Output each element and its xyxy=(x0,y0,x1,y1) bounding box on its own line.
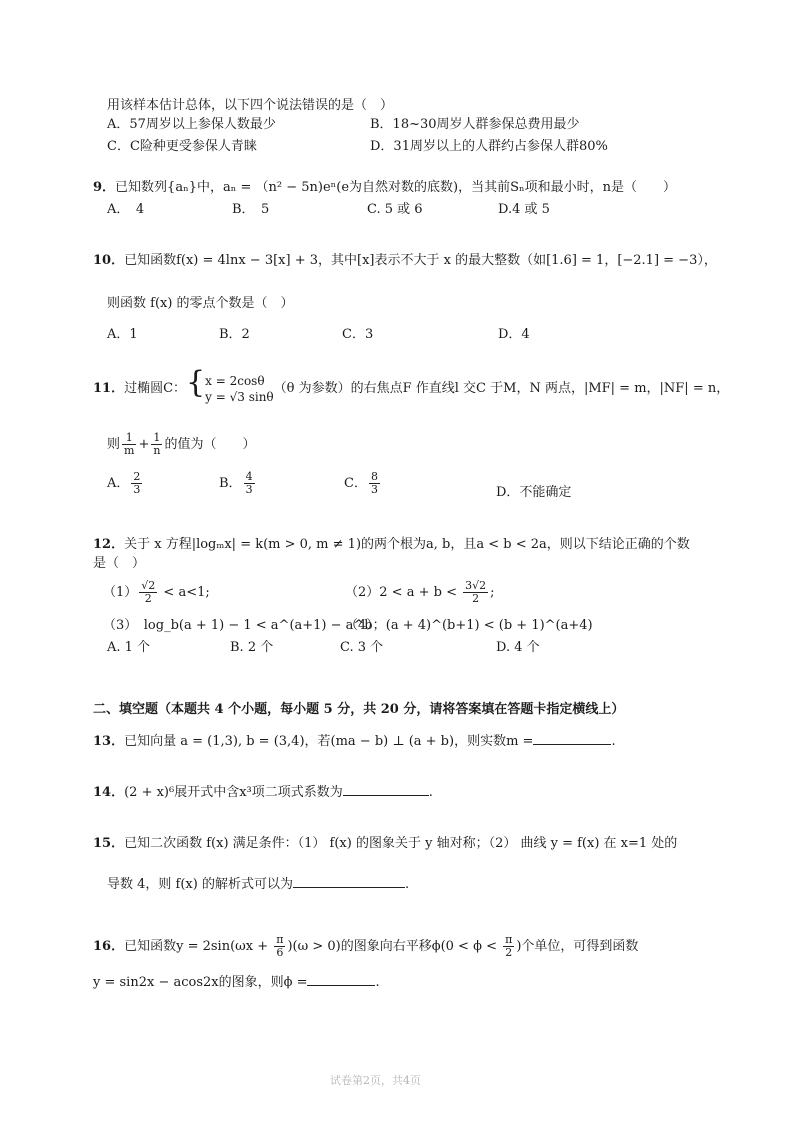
q10-option-c: C．3 xyxy=(342,327,374,342)
q10-option-a: A．1 xyxy=(107,327,138,342)
q10-option-b: B．2 xyxy=(219,327,250,342)
q12-condition-3: （3） log_b(a + 1) − 1 < a^(a+1) − a^b； xyxy=(103,618,386,633)
q9-text: 已知数列{aₙ}中，aₙ = （n² − 5n)eⁿ(e为自然对数的底数)，当其前Sₙ项和最小时，n是（ ） xyxy=(115,180,677,195)
q16-stem: 16．已知函数y = 2sin(ωx + $\frac{\pi}{6}$ )(ω > 0)的图象向右平移ϕ(0 < ϕ < $\frac{\pi}{2}$ )个单位，可得到函数 xyxy=(93,933,639,959)
left-brace-symbol: { xyxy=(186,365,206,400)
fraction: $\frac{2}{3}$ xyxy=(133,470,141,496)
q12-condition-2: （2）2 < a + b < $\frac{3√2}{2}$ ; xyxy=(345,579,495,605)
q9-stem xyxy=(93,176,676,195)
fraction-one-over-n: $\frac{1}{n}$ xyxy=(153,431,161,457)
q14-number: 14． xyxy=(93,785,125,800)
q8-stem: 用该样本估计总体，以下四个说法错误的是（ ） xyxy=(107,98,394,113)
q11-number: 11． xyxy=(93,381,125,396)
fraction: $\frac{3√2}{2}$ xyxy=(465,579,487,605)
answer-blank[interactable] xyxy=(533,732,611,745)
q13-text: 已知向量 a = (1,3), b = (3,4)，若(ma − b) ⊥ (a + b)，则实数m = xyxy=(124,734,534,749)
q10-text: 已知函数f(x) = 4lnx − 3[x] + 3，其中[x]表示不大于 x 的最大整数（如[1.6] = 1，[−2.1] = −3）， xyxy=(124,253,717,268)
answer-blank[interactable] xyxy=(307,973,375,986)
q11-eq-y: y = √3 sinθ xyxy=(205,389,274,404)
q11-option-c: C． $\frac{8}{3}$ xyxy=(344,470,378,496)
q9-option-a: A． 4 xyxy=(107,202,145,217)
q14-text: (2 + x)⁶展开式中含x³项二项式系数为 xyxy=(124,785,343,800)
q13-stem: 13．已知向量 a = (1,3), b = (3,4)，若(ma − b) ⊥ (a + b)，则实数m = . xyxy=(93,734,616,749)
q9-option-b: B． 5 xyxy=(232,202,270,217)
answer-blank[interactable] xyxy=(343,783,429,796)
page-footer: 试卷第2页，共4页 xyxy=(330,1074,421,1087)
q14-stem: 14．(2 + x)⁶展开式中含x³项二项式系数为 . xyxy=(93,785,433,800)
fraction: $\frac{\pi}{6}$ xyxy=(276,933,284,959)
fraction: $\frac{√2}{2}$ xyxy=(141,579,156,605)
q12-condition-1: （1） $\frac{√2}{2}$ < a<1; xyxy=(103,579,210,605)
section-heading: 二、填空题（本题共 4 个小题，每小题 5 分，共 20 分，请将答案填在答题卡指定横线上） xyxy=(93,702,625,717)
q16-number: 16． xyxy=(93,939,125,954)
q9-option-c: C. 5 或 6 xyxy=(367,202,423,217)
fraction: $\frac{4}{3}$ xyxy=(245,470,253,496)
q8-option-b: B．18~30周岁人群参保总费用最少 xyxy=(370,117,580,132)
q11-stem-line2: 则 $\frac{1}{m}$ + $\frac{1}{n}$ 的值为（ ） xyxy=(107,431,256,457)
q11-option-a: A． $\frac{2}{3}$ xyxy=(107,470,141,496)
fraction: $\frac{8}{3}$ xyxy=(370,470,378,496)
q10-stem-line2: 则函数 f(x) 的零点个数是（ ） xyxy=(107,296,294,311)
q12-condition-4: （4） (a + 4)^(b+1) < (b + 1)^(a+4) xyxy=(345,618,593,633)
q15-stem xyxy=(93,832,677,851)
fraction: $\frac{\pi}{2}$ xyxy=(505,933,513,959)
q11-parametric-system xyxy=(205,373,274,405)
q9-number: 9． xyxy=(93,180,116,195)
q11-stem xyxy=(93,365,730,405)
q11-eq-x: x = 2cosθ xyxy=(205,373,265,388)
q11-option-b: B． $\frac{4}{3}$ xyxy=(219,470,253,496)
q15-stem-line2: 导数 4，则 f(x) 的解析式可以为 . xyxy=(107,877,410,892)
q12-option-c: C. 3 个 xyxy=(340,640,384,655)
q11-post: （θ 为参数）的右焦点F 作直线l 交C 于M，N 两点，|MF| = m，|NF| = n， xyxy=(273,381,730,396)
q8-option-c: C．C险种更受参保人青睐 xyxy=(107,139,257,154)
q10-option-d: D．4 xyxy=(498,327,530,342)
q11-option-d: D．不能确定 xyxy=(496,485,572,500)
q12-option-a: A. 1 个 xyxy=(107,640,151,655)
q8-option-a: A．57周岁以上参保人数最少 xyxy=(107,117,276,132)
q10-number: 10． xyxy=(93,253,125,268)
q10-stem xyxy=(93,249,717,268)
q15-text: 已知二次函数 f(x) 满足条件：（1） f(x) 的图象关于 y 轴对称；（2） 曲线 y = f(x) 在 x=1 处的 xyxy=(124,836,678,851)
fraction-one-over-m: $\frac{1}{m}$ xyxy=(124,431,135,457)
q11-line2-post: 的值为（ ） xyxy=(164,437,256,452)
q11-line2-pre: 则 xyxy=(107,437,121,452)
q12-option-b: B. 2 个 xyxy=(230,640,274,655)
q9-option-d: D.4 或 5 xyxy=(498,202,550,217)
q13-number: 13． xyxy=(93,734,125,749)
answer-blank[interactable] xyxy=(293,875,405,888)
q15-number: 15． xyxy=(93,836,125,851)
q12-stem xyxy=(93,533,690,552)
q11-pre: 过椭圆C： xyxy=(124,381,187,396)
q8-option-d: D．31周岁以上的人群约占参保人群80% xyxy=(370,139,608,154)
q12-text: 关于 x 方程|logₘx| = k(m > 0, m ≠ 1)的两个根为a, b，且a < b < 2a，则以下结论正确的个数 xyxy=(124,537,690,552)
q12-option-d: D. 4 个 xyxy=(496,640,540,655)
q12-number: 12． xyxy=(93,537,125,552)
q16-stem-line2: y = sin2x − acos2x的图象，则ϕ = . xyxy=(93,975,380,990)
q12-stem-line2: 是（ ） xyxy=(93,556,146,571)
